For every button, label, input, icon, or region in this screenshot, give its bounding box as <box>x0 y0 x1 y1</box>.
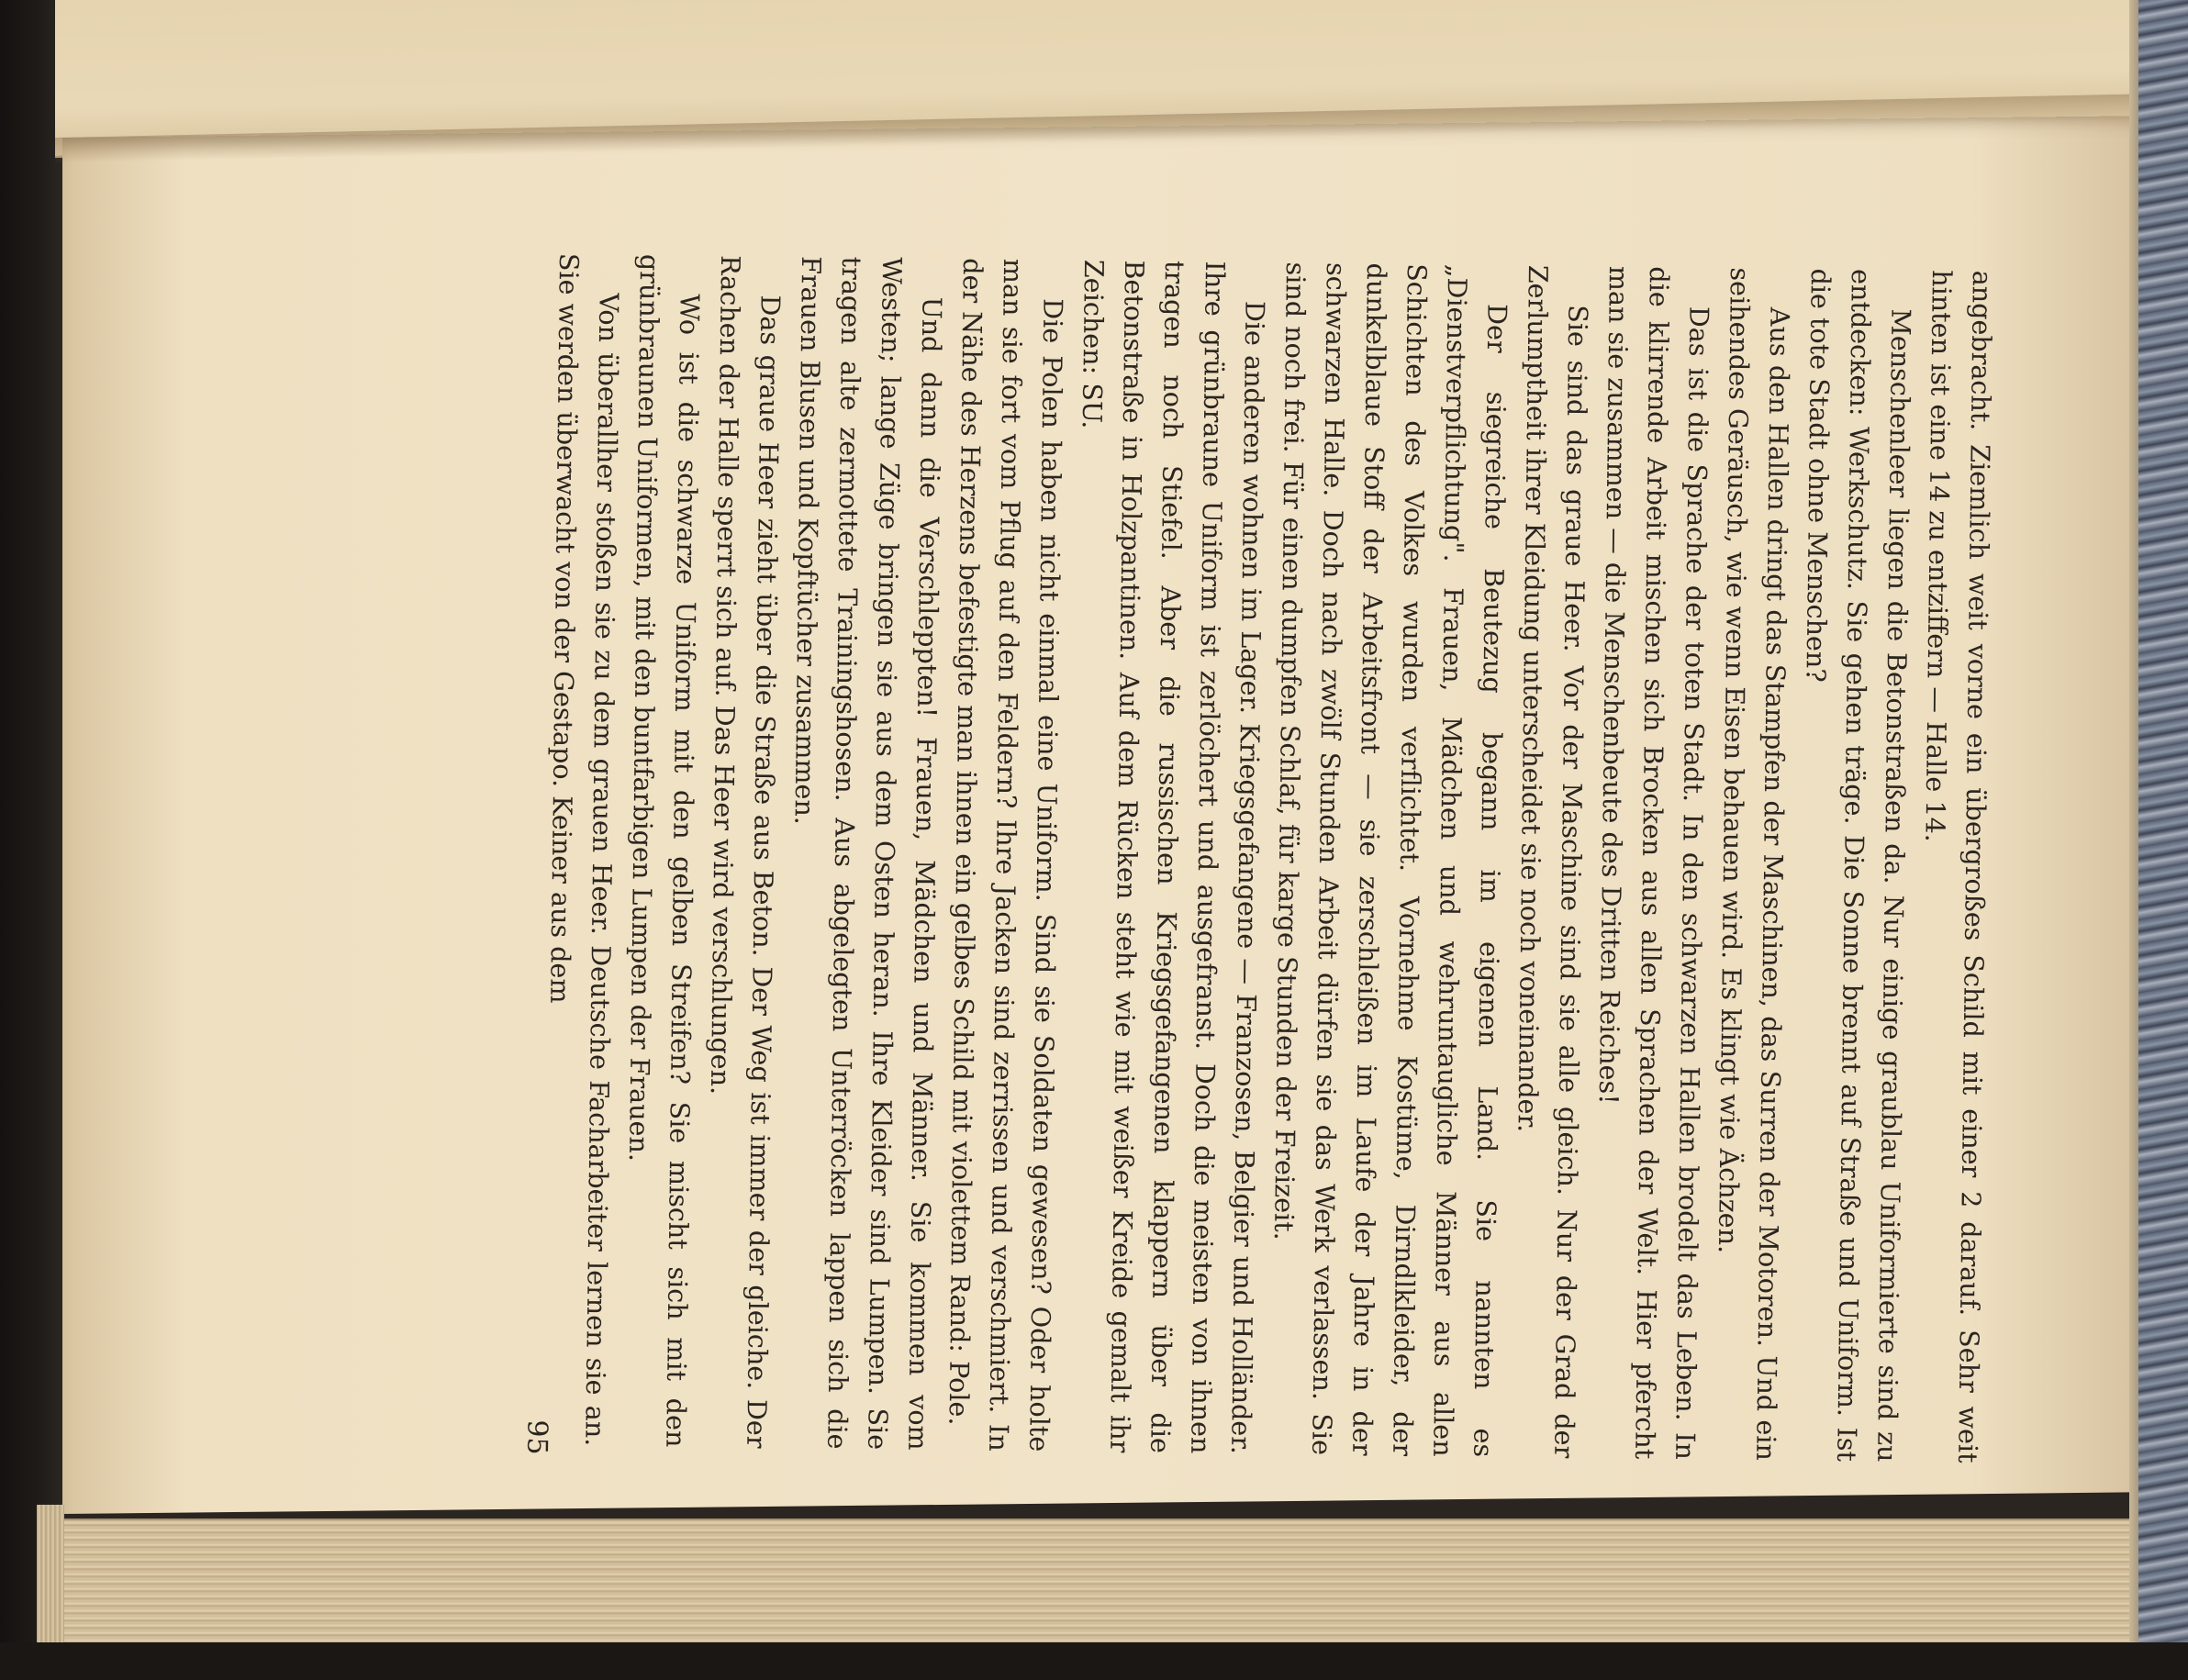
marbled-cover <box>2138 0 2188 1680</box>
paragraph: Wo ist die schwarze Uniform mit den gelben Streifen? Sie mischt sich mit den grünbraunen Uniformen, mit den buntfarbigen Lumpen der Frauen. <box>623 253 706 1448</box>
book-cover-left <box>0 0 64 1680</box>
paragraph: Das graue Heer zieht über die Straße aus Beton. Der Weg ist immer der gleiche. Der Rachen der Halle sperrt sich auf. Das Heer wird verschlungen. <box>704 254 787 1449</box>
paragraph: Das ist die Sprache der toten Stadt. In den schwarzen Hallen brodelt das Leben. In die klirrende Arbeit mischen sich Brocken aus allen Sprachen der Welt. Hier pfercht man sie zusammen — die Menschenbeute des Dritten Reiches! <box>1592 265 1715 1461</box>
paragraphs <box>534 253 2003 1463</box>
page-number: 95 <box>520 1419 553 1455</box>
paragraph: Sie sind das graue Heer. Vor der Maschine sind sie alle gleich. Nur der Grad der Zerlumptheit ihrer Kleidung unterscheidet sie noch voneinander. <box>1512 264 1594 1459</box>
page-stack-edges <box>55 1519 2143 1649</box>
paragraph: Von überallher stoßen sie zu dem grauen Heer. Deutsche Facharbeiter lernen sie an. Sie werden überwacht von der Gestapo. Keiner aus dem <box>544 252 625 1447</box>
paragraph: Die Polen haben nicht einmal eine Uniform. Sind sie Soldaten gewesen? Oder holte man sie fort vom Pflug auf den Feldern? Ihre Jacken sind zerrissen und verschmiert. In der Nähe des Herzens befestigte man ihnen ein gelbes Schild mit violettem Rand: Pole. <box>943 258 1069 1452</box>
table-edge <box>0 1642 2188 1680</box>
paragraph: Menschenleer liegen die Betonstraßen da. Nur einige graublau Uniformierte sind zu entdecken: Werkschutz. Sie gehen träge. Die Sonne brennt auf Straße und Uniform. Ist die tote Stadt ohne Menschen? <box>1800 268 1917 1463</box>
page-text-block <box>244 250 2003 1463</box>
paragraph: Die anderen wohnen im Lager. Kriegsgefangene — Franzosen, Belgier und Holländer. Ihre grünbraune Uniform ist zerlöchert und ausgefranst. Doch die meisten von ihnen tragen noch Stiefel. Aber die russischen Kriegsgefangenen klappern über die Betonstraße in Holzpantinen. Auf dem Rücken steht wie mit weißer Kreide gemalt ihr Zeichen: SU. <box>1076 259 1271 1455</box>
paragraph: Aus den Hallen dringt das Stampfen der Maschinen, das Surren der Motoren. Und ein seihendes Geräusch, wie wenn Eisen behauen wird. Es klingt wie Ächzen. <box>1712 267 1796 1462</box>
page-stack-edges-left <box>37 1505 64 1652</box>
paragraph: Und dann die Verschleppten! Frauen, Mädchen und Männer. Sie kommen vom Westen; lange Züge bringen sie aus dem Osten heran. Ihre Kleider sind Lumpen. Sie tragen alte zermottete Trainingshosen. Aus abgelegten Unterröcken lappen sich die Frauen Blusen und Kopftücher zusammen. <box>788 255 948 1451</box>
paragraph: Der siegreiche Beutezug begann im eigenen Land. Sie nannten es „Dienstverpflichtung". Frauen, Mädchen und wehruntaugliche Männer aus allen Schichten des Volkes wurden verflichtet. Vornehme Kostüme, Dirndlkleider, der dunkelblaue Stoff der Arbeitsfront — sie zerschleißen im Laufe der Jahre in der schwarzen Halle. Doch nach zwölf Stunden Arbeit dürfen sie das Werk verlassen. Sie sind noch frei. Für einen dumpfen Schlaf, für karge Stunden der Freizeit. <box>1268 261 1513 1458</box>
paragraph: angebracht. Ziemlich weit vorne ein übergroßes Schild mit einer 2 darauf. Sehr weit hinten ist eine 14 zu entziffern — Halle 14. <box>1919 269 1999 1463</box>
